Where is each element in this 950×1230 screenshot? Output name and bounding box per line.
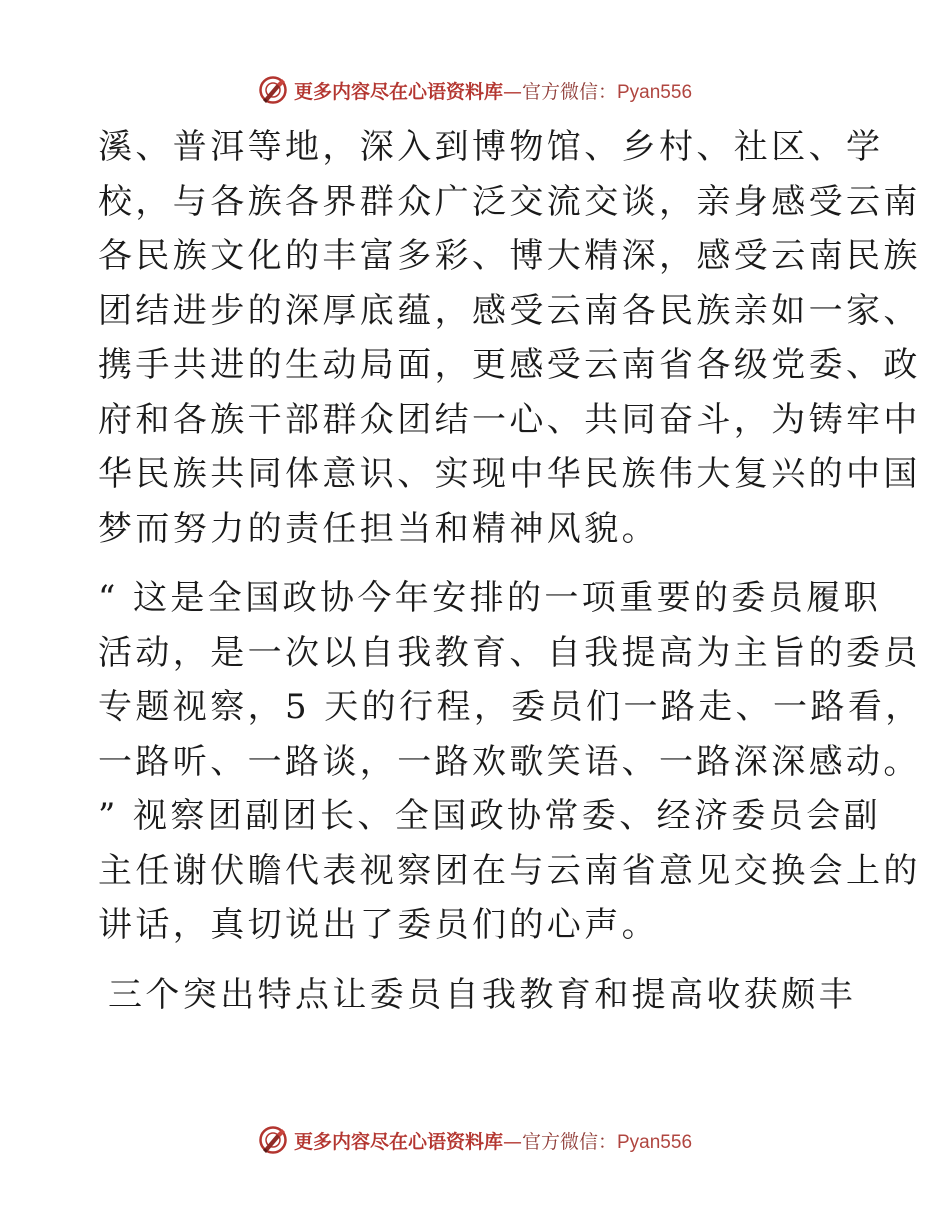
text-line: 梦而努力的责任担当和精神风貌。 xyxy=(98,508,659,549)
text-line: “ 这是全国政协今年安排的一项重要的委员履职 xyxy=(98,578,881,618)
footer-watermark xyxy=(0,1122,950,1158)
watermark-wechat-id: Pyan556 xyxy=(617,1131,693,1153)
watermark-text xyxy=(294,77,692,104)
watermark-part2: 官方微信： xyxy=(521,1130,617,1153)
paragraph-1 xyxy=(98,120,921,556)
text-line: 府和各族干部群众团结一心、共同奋斗，为铸牢中 xyxy=(98,399,921,440)
pen-logo-icon xyxy=(258,75,288,105)
watermark-part2: 官方微信： xyxy=(521,80,617,103)
watermark-text xyxy=(294,1127,692,1154)
paragraph-2 xyxy=(98,571,923,953)
watermark-part1: 更多内容尽在心语资料库 xyxy=(293,80,503,103)
paragraph-spacing xyxy=(98,556,858,571)
text-line: 携手共进的生动局面，更感受云南省各级党委、政 xyxy=(98,345,921,385)
watermark-dash: — xyxy=(502,1130,522,1153)
text-line: 溪、普洱等地，深入到博物馆、乡村、社区、学 xyxy=(98,127,884,167)
watermark-group xyxy=(258,1125,692,1155)
text-line: 校，与各族各界群众广泛交流交谈，亲身感受云南 xyxy=(98,181,921,222)
document-body xyxy=(98,120,923,1022)
watermark-group xyxy=(258,75,692,105)
text-line: 讲话，真切说出了委员们的心声。 xyxy=(98,905,659,945)
text-line: 团结进步的深厚底蕴，感受云南各民族亲如一家、 xyxy=(98,290,921,331)
text-line: 专题视察，5 天的行程，委员们一路走、一路看， xyxy=(98,687,923,727)
text-line: 主任谢伏瞻代表视察团在与云南省意见交换会上的 xyxy=(98,850,921,891)
header-watermark xyxy=(0,72,950,108)
text-line: 活动，是一次以自我教育、自我提高为主旨的委员 xyxy=(98,632,921,673)
text-line: 各民族文化的丰富多彩、博大精深，感受云南民族 xyxy=(98,236,921,276)
text-line: 华民族共同体意识、实现中华民族伟大复兴的中国 xyxy=(98,454,921,494)
text-line: 一路听、一路谈，一路欢歌笑语、一路深深感动。 xyxy=(98,741,921,782)
watermark-part1: 更多内容尽在心语资料库 xyxy=(293,1130,503,1153)
paragraph-spacing xyxy=(98,953,858,968)
watermark-dash: — xyxy=(502,80,522,103)
pen-logo-icon xyxy=(258,1125,288,1155)
section-heading: 三个突出特点让委员自我教育和提高收获颇丰 xyxy=(108,974,856,1015)
watermark-wechat-id: Pyan556 xyxy=(617,81,693,103)
text-line: ” 视察团副团长、全国政协常委、经济委员会副 xyxy=(98,796,881,836)
